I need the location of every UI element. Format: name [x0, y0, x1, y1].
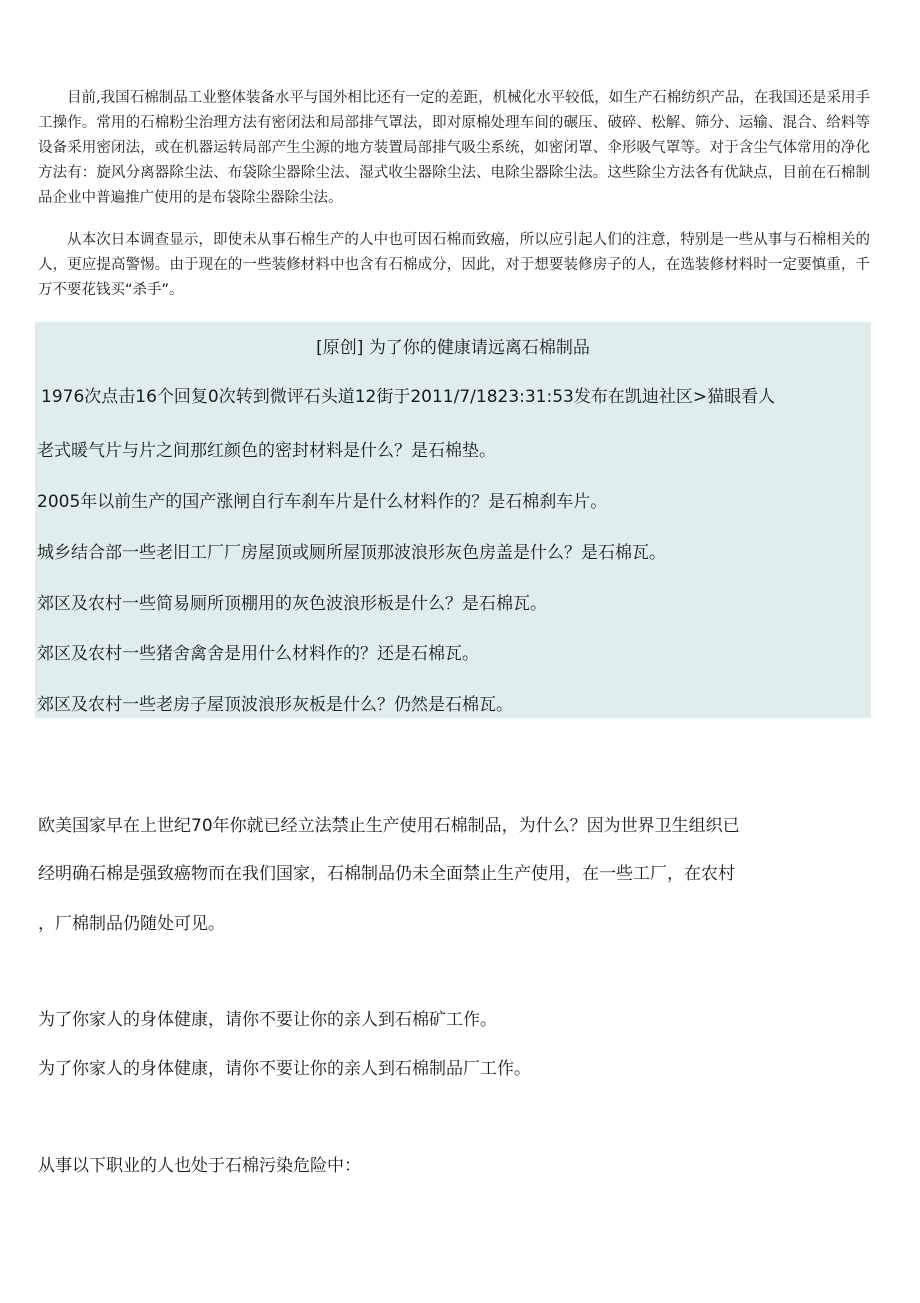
body-text-line: 为了你家人的身体健康，请你不要让你的亲人到石棉制品厂工作。 — [38, 1059, 531, 1079]
post-meta: 1976次点击16个回复0次转到微评石头道12街于2011/7/1823:31:53发布在凯迪社区>猫眼看人 — [41, 387, 776, 407]
qa-line: 城乡结合部一些老旧工厂厂房屋顶或厕所屋顶那波浪形灰色房盖是什么？是石棉瓦。 — [37, 543, 666, 563]
qa-line: 郊区及农村一些简易厕所顶棚用的灰色波浪形板是什么？是石棉瓦。 — [37, 594, 547, 614]
forum-post-box — [35, 322, 871, 718]
body-text-line: 为了你家人的身体健康，请你不要让你的亲人到石棉矿工作。 — [38, 1010, 497, 1030]
qa-line: 老式暖气片与片之间那红颜色的密封材料是什么？是石棉垫。 — [37, 441, 496, 461]
qa-line: 2005年以前生产的国产涨闸自行车刹车片是什么材料作的？是石棉刹车片。 — [37, 492, 608, 512]
qa-line: 郊区及农村一些猪舍禽舍是用什么材料作的？还是石棉瓦。 — [37, 644, 479, 664]
qa-line: 郊区及农村一些老房子屋顶波浪形灰板是什么？仍然是石棉瓦。 — [37, 695, 513, 715]
post-title: [原创] 为了你的健康请远离石棉制品 — [316, 338, 590, 358]
body-text-line: 从事以下职业的人也处于石棉污染危险中： — [38, 1156, 361, 1176]
intro-paragraph: 目前,我国石棉制品工业整体装备水平与国外相比还有一定的差距，机械化水平较低，如生产石棉纺织产品，在我国还是采用手工操作。常用的石棉粉尘治理方法有密闭法和局部排气罩法，即对原棉处理车间的碾压、破碎、松解、筛分、运输、混合、给料等设备采用密闭法，或在机器运转局部产生尘源的地方装置局部排气吸尘系统，如密闭罩、伞形吸气罩等。对于含尘气体常用的净化方法有：旋风分离器除尘法、布袋除尘器除尘法、湿式收尘器除尘法、电除尘器除尘法。这些除尘方法各有优缺点，目前在石棉制品企业中普遍推广使用的是布袋除尘器除尘法。 — [38, 90, 870, 206]
intro-paragraph: 从本次日本调查显示，即使未从事石棉生产的人中也可因石棉而致癌，所以应引起人们的注意，特别是一些从事与石棉相关的人，更应提高警惕。由于现在的一些装修材料中也含有石棉成分，因此，对于想要装修房子的人，在选装修材料时一定要慎重，千万不要花钱买“杀手”。 — [38, 232, 870, 298]
body-text-line: 欧美国家早在上世纪70年你就已经立法禁止生产使用石棉制品，为什么？因为世界卫生组织已 — [38, 816, 740, 836]
body-text-line: ，厂棉制品仍随处可见。 — [38, 914, 225, 934]
body-text-line: 经明确石棉是强致癌物而在我们国家，石棉制品仍未全面禁止生产使用，在一些工厂，在农村 — [38, 864, 735, 884]
